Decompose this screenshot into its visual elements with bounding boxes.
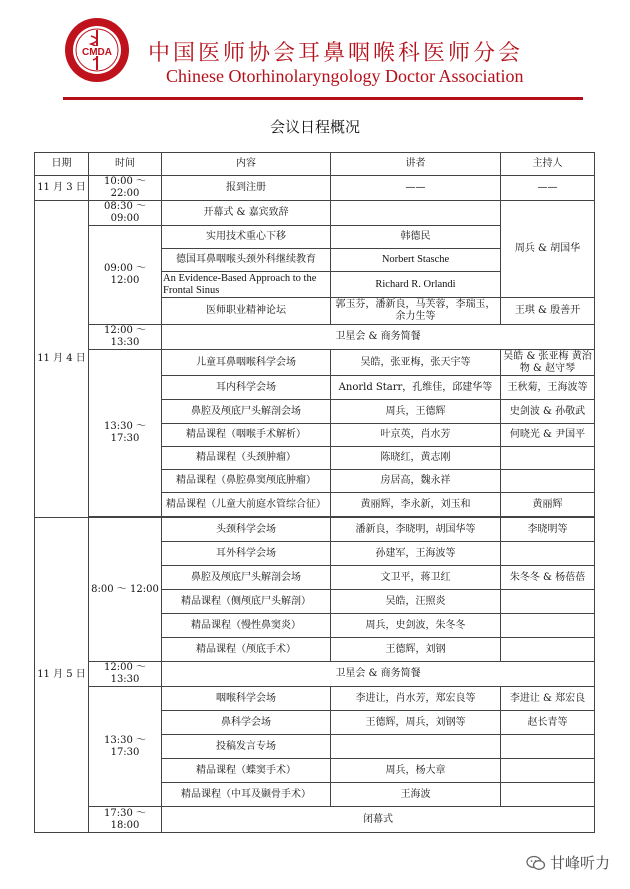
speaker-cell: Richard R. Orlandi xyxy=(331,272,501,298)
host-cell xyxy=(501,542,595,566)
host-cell xyxy=(501,614,595,638)
host-cell: 周兵 & 胡国华 xyxy=(501,201,595,298)
content-cell: 精品课程（中耳及颞骨手术） xyxy=(162,783,331,807)
content-cell: 德国耳鼻咽喉头颈外科继续教育 xyxy=(162,249,331,272)
content-cell: 儿童耳鼻咽喉科学会场 xyxy=(162,350,331,376)
time-cell: 12:00 ～ 13:30 xyxy=(89,325,162,350)
cmda-logo xyxy=(63,16,131,84)
host-cell xyxy=(501,638,595,662)
host-cell xyxy=(501,783,595,807)
speaker-cell: 王德辉，刘钢 xyxy=(331,638,501,662)
speaker-cell: 吴皓，张亚梅，张天宇等 xyxy=(331,350,501,376)
speaker-cell: 孙建军，王海波等 xyxy=(331,542,501,566)
content-cell: 医师职业精神论坛 xyxy=(162,298,331,325)
schedule-table xyxy=(34,152,595,833)
host-cell: 朱冬冬 & 杨蓓蓓 xyxy=(501,566,595,590)
speaker-cell xyxy=(331,201,501,226)
host-cell: 史剑波 & 孙敬武 xyxy=(501,400,595,424)
host-cell: 李进让 & 郑宏良 xyxy=(501,687,595,711)
speaker-cell: 周兵，王德辉 xyxy=(331,400,501,424)
time-cell: 13:30 ～ 17:30 xyxy=(89,350,162,517)
content-cell: 精品课程（鼻腔鼻窦颅底肿瘤） xyxy=(162,470,331,493)
column-header-host: 主持人 xyxy=(501,153,595,176)
speaker-cell: 周兵，杨大章 xyxy=(331,759,501,783)
host-cell: 李晓明等 xyxy=(501,518,595,542)
svg-text:CMDA: CMDA xyxy=(82,47,112,58)
column-header-speaker: 讲者 xyxy=(331,153,501,176)
speaker-cell: 房居高，魏永祥 xyxy=(331,470,501,493)
speaker-cell: 吴皓，汪照炎 xyxy=(331,590,501,614)
content-cell: 头颈科学会场 xyxy=(162,518,331,542)
host-cell: 吴皓 & 张亚梅 黄治物 & 赵守琴 xyxy=(501,350,595,376)
table-row xyxy=(35,325,595,350)
content-cell: 闭幕式 xyxy=(162,807,595,833)
header-divider xyxy=(63,97,583,100)
table-header-row xyxy=(35,153,595,176)
wechat-icon xyxy=(526,855,546,871)
time-cell: 12:00 ～ 13:30 xyxy=(89,662,162,687)
content-cell: 精品课程（头颈肿瘤） xyxy=(162,447,331,470)
time-cell: 09:00 ～ 12:00 xyxy=(89,226,162,325)
host-cell: —— xyxy=(501,176,595,201)
content-cell: 精品课程（颅底手术） xyxy=(162,638,331,662)
host-cell: 黄丽辉 xyxy=(501,493,595,517)
table-row xyxy=(35,518,595,542)
speaker-cell xyxy=(331,735,501,759)
watermark-text: 甘峰听力 xyxy=(549,854,610,872)
host-cell: 何晓光 & 尹国平 xyxy=(501,424,595,447)
speaker-cell: Norbert Stasche xyxy=(331,249,501,272)
speaker-cell: 陈晓红，黄志刚 xyxy=(331,447,501,470)
host-cell xyxy=(501,447,595,470)
table-row xyxy=(35,807,595,833)
column-header-date: 日期 xyxy=(35,153,89,176)
speaker-cell: 潘新良，李晓明，胡国华等 xyxy=(331,518,501,542)
time-cell: 08:30 ～ 09:00 xyxy=(89,201,162,226)
speaker-cell: 王海波 xyxy=(331,783,501,807)
content-cell: 开幕式 & 嘉宾致辞 xyxy=(162,201,331,226)
table-row xyxy=(35,201,595,226)
speaker-cell: 李进让，肖水芳，郑宏良等 xyxy=(331,687,501,711)
speaker-cell: Anorld Starr，孔维佳，邱建华等 xyxy=(331,376,501,400)
content-cell: 精品课程（蝶窦手术） xyxy=(162,759,331,783)
content-cell: 报到注册 xyxy=(162,176,331,201)
host-cell: 王秋菊，王海波等 xyxy=(501,376,595,400)
content-cell: 投稿发言专场 xyxy=(162,735,331,759)
association-name-en: Chinese Otorhinolaryngology Doctor Association xyxy=(166,66,524,86)
content-cell: 精品课程（侧颅底尸头解剖） xyxy=(162,590,331,614)
content-cell: 鼻腔及颅底尸头解剖会场 xyxy=(162,566,331,590)
time-cell: 8:00 ～ 12:00 xyxy=(89,518,162,662)
content-cell: 精品课程（咽喉手术解析） xyxy=(162,424,331,447)
content-cell: An Evidence-Based Approach to the Frontal Sinus xyxy=(162,272,331,298)
speaker-cell: 郭玉芬，潘新良，马芙蓉，李瑞玉，余力生等 xyxy=(331,298,501,325)
time-cell: 13:30 ～ 17:30 xyxy=(89,687,162,807)
host-cell xyxy=(501,590,595,614)
column-header-content: 内容 xyxy=(162,153,331,176)
speaker-cell: 叶京英，肖水芳 xyxy=(331,424,501,447)
content-cell: 咽喉科学会场 xyxy=(162,687,331,711)
host-cell xyxy=(501,735,595,759)
date-cell: 11 月 3 日 xyxy=(35,176,89,201)
speaker-cell: 韩德民 xyxy=(331,226,501,249)
time-cell: 17:30 ～ 18:00 xyxy=(89,807,162,833)
speaker-cell: 周兵，史剑波，朱冬冬 xyxy=(331,614,501,638)
table-row xyxy=(35,176,595,201)
column-header-time: 时间 xyxy=(89,153,162,176)
document-title: 会议日程概况 xyxy=(269,118,360,136)
host-cell: 赵长青等 xyxy=(501,711,595,735)
content-cell: 卫星会 & 商务简餐 xyxy=(162,662,595,687)
content-cell: 鼻科学会场 xyxy=(162,711,331,735)
table-row xyxy=(35,687,595,711)
table-row xyxy=(35,662,595,687)
speaker-cell: 文卫平，蒋卫红 xyxy=(331,566,501,590)
association-name-cn: 中国医师协会耳鼻咽喉科医师分会 xyxy=(148,41,524,66)
table-row xyxy=(35,350,595,376)
content-cell: 卫星会 & 商务简餐 xyxy=(162,325,595,350)
date-cell: 11 月 5 日 xyxy=(35,518,89,833)
speaker-cell: 王德辉，周兵，刘钢等 xyxy=(331,711,501,735)
content-cell: 鼻腔及颅底尸头解剖会场 xyxy=(162,400,331,424)
content-cell: 实用技术重心下移 xyxy=(162,226,331,249)
host-cell: 王琪 & 殷善开 xyxy=(501,298,595,325)
content-cell: 耳外科学会场 xyxy=(162,542,331,566)
content-cell: 精品课程（慢性鼻窦炎） xyxy=(162,614,331,638)
content-cell: 精品课程（儿童大前庭水管综合征） xyxy=(162,493,331,517)
speaker-cell: —— xyxy=(331,176,501,201)
watermark xyxy=(526,852,610,873)
speaker-cell: 黄丽辉，李永新，刘玉和 xyxy=(331,493,501,517)
date-cell: 11 月 4 日 xyxy=(35,201,89,518)
content-cell: 耳内科学会场 xyxy=(162,376,331,400)
time-cell: 10:00 ～ 22:00 xyxy=(89,176,162,201)
host-cell xyxy=(501,470,595,493)
host-cell xyxy=(501,759,595,783)
page-header xyxy=(0,0,630,110)
